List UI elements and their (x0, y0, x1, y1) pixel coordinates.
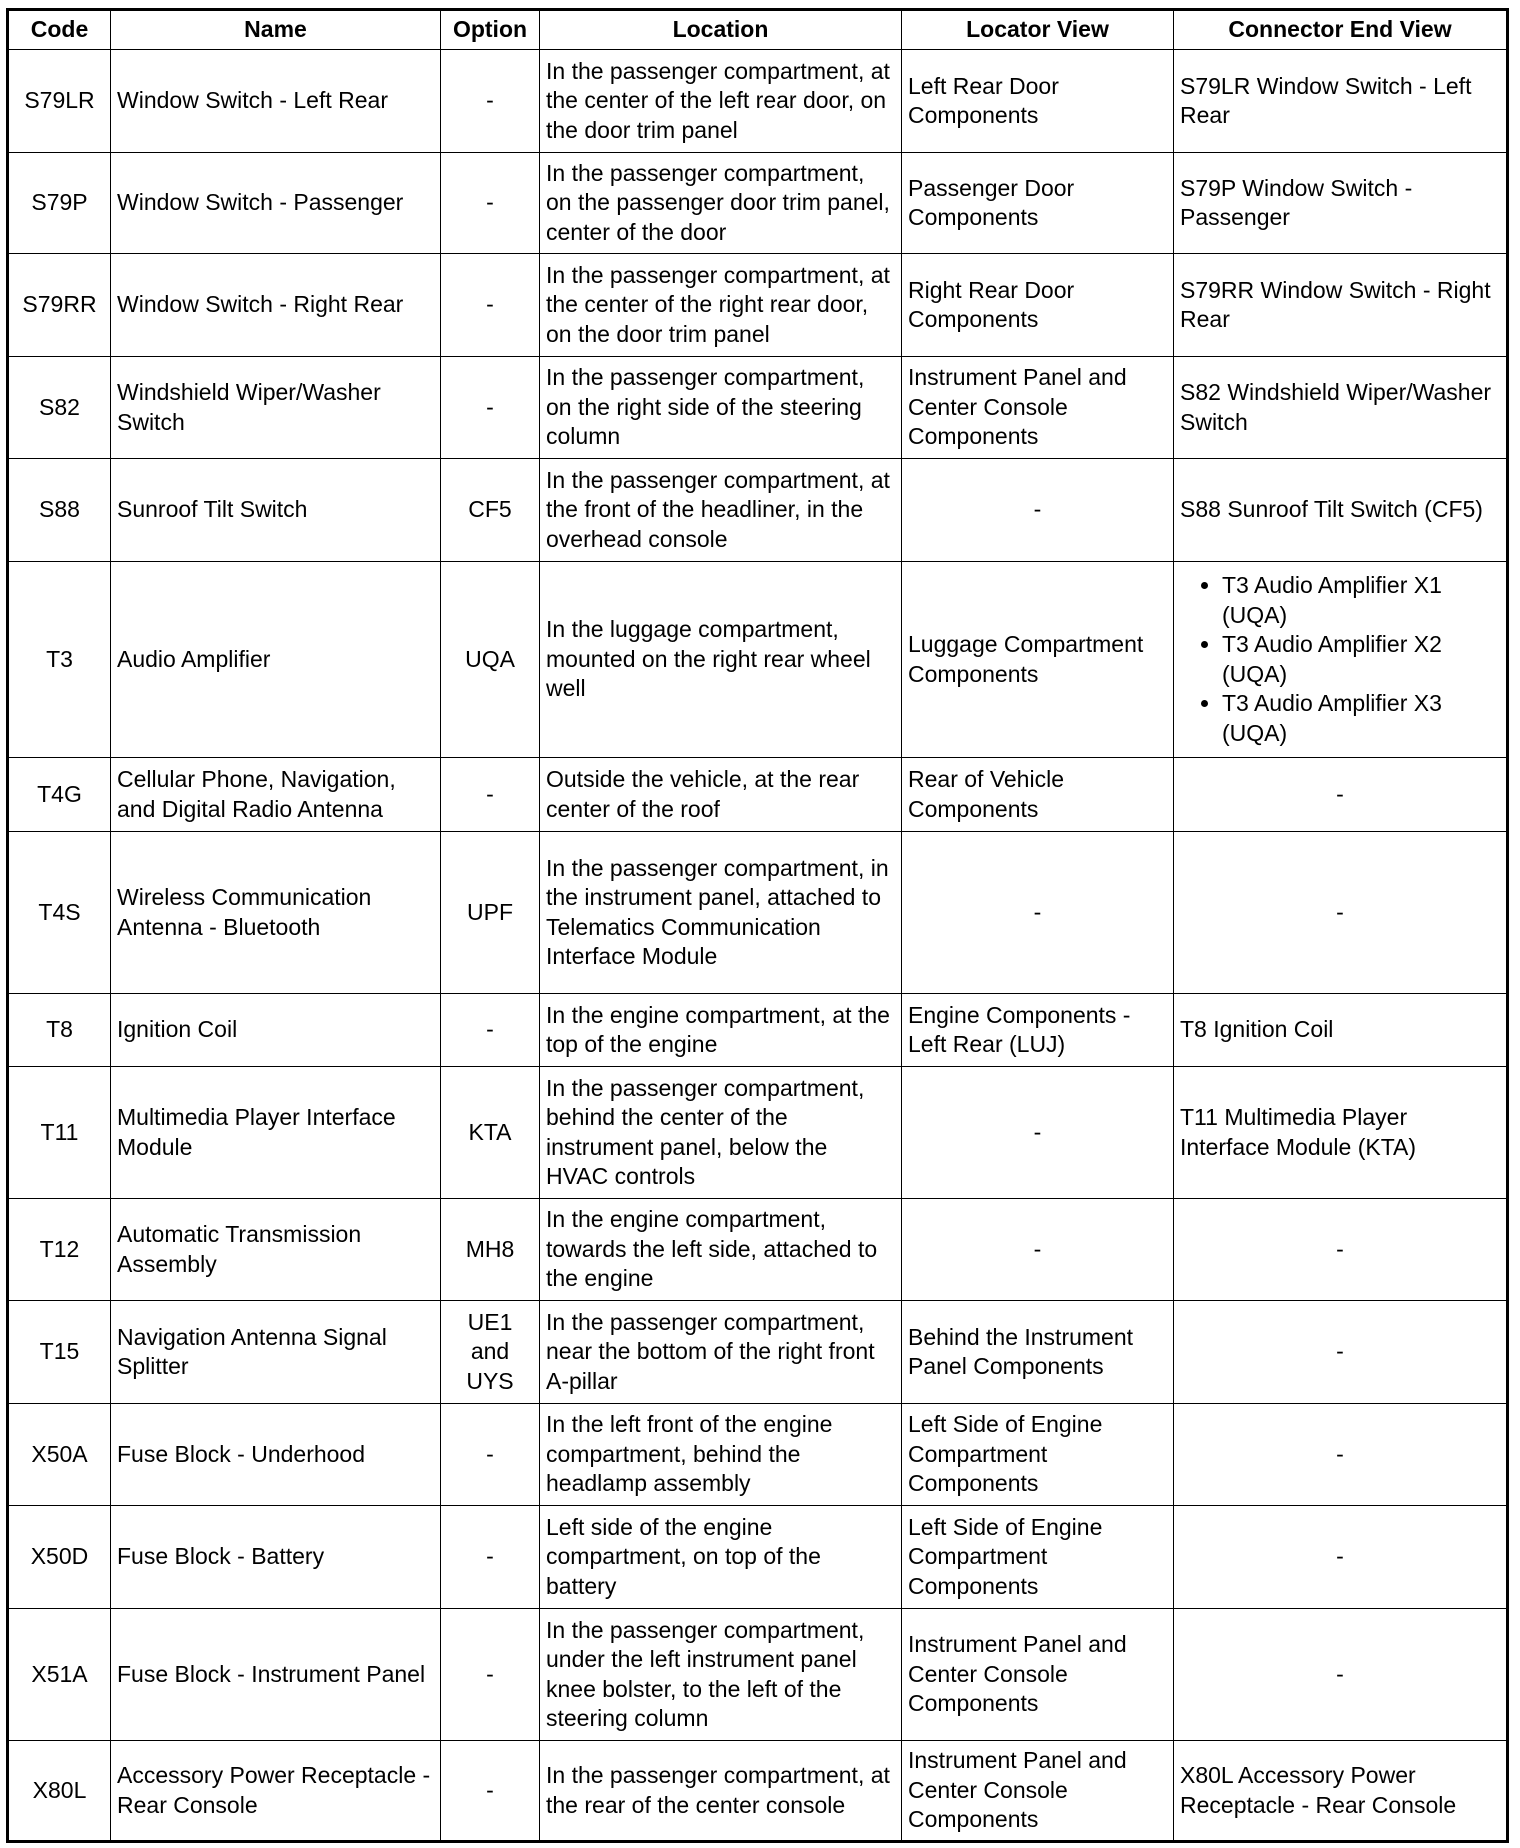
cell-code: X50D (8, 1506, 111, 1609)
table-row (8, 758, 1508, 832)
cell-location: In the passenger compartment, behind the center of the instrument panel, below the HVAC controls (540, 1067, 902, 1199)
cell-connector-end-view: S79RR Window Switch - Right Rear (1174, 254, 1508, 357)
table-row (8, 254, 1508, 357)
cell-location: In the passenger compartment, in the instrument panel, attached to Telematics Communication Interface Module (540, 832, 902, 994)
cell-name: Sunroof Tilt Switch (111, 459, 441, 562)
table-row (8, 1741, 1508, 1842)
cell-connector-end-view: S79P Window Switch - Passenger (1174, 153, 1508, 254)
header-code: Code (8, 10, 111, 50)
cell-code: X51A (8, 1609, 111, 1741)
cell-location: In the left front of the engine compartment, behind the headlamp assembly (540, 1404, 902, 1506)
cell-code: S79P (8, 153, 111, 254)
cell-code: X80L (8, 1741, 111, 1842)
cell-code: S88 (8, 459, 111, 562)
cell-locator-view: - (902, 459, 1174, 562)
header-location: Location (540, 10, 902, 50)
cell-code: T4S (8, 832, 111, 994)
cell-option: - (441, 153, 540, 254)
cell-option: - (441, 758, 540, 832)
cell-location: In the passenger compartment, at the center of the right rear door, on the door trim panel (540, 254, 902, 357)
cell-connector-end-view: - (1174, 1301, 1508, 1404)
cell-locator-view: - (902, 832, 1174, 994)
table-row (8, 994, 1508, 1067)
cell-name: Fuse Block - Instrument Panel (111, 1609, 441, 1741)
cell-name: Windshield Wiper/Washer Switch (111, 357, 441, 459)
cell-option: - (441, 1506, 540, 1609)
cell-locator-view: - (902, 1199, 1174, 1301)
cell-locator-view: Left Rear Door Components (902, 50, 1174, 153)
cell-name: Cellular Phone, Navigation, and Digital Radio Antenna (111, 758, 441, 832)
cell-connector-end-view: T11 Multimedia Player Interface Module (KTA) (1174, 1067, 1508, 1199)
table-row (8, 1067, 1508, 1199)
cell-connector-end-view: - (1174, 1199, 1508, 1301)
cell-location: Left side of the engine compartment, on top of the battery (540, 1506, 902, 1609)
cell-locator-view: Instrument Panel and Center Console Components (902, 1741, 1174, 1842)
cell-name: Audio Amplifier (111, 562, 441, 758)
cell-locator-view: Luggage Compartment Components (902, 562, 1174, 758)
cell-option: CF5 (441, 459, 540, 562)
table-row (8, 357, 1508, 459)
cell-connector-end-view: - (1174, 1609, 1508, 1741)
cell-name: Fuse Block - Battery (111, 1506, 441, 1609)
cell-locator-view: - (902, 1067, 1174, 1199)
table-row (8, 1609, 1508, 1741)
cell-option: UE1 and UYS (441, 1301, 540, 1404)
cell-name: Window Switch - Right Rear (111, 254, 441, 357)
cell-option: - (441, 1404, 540, 1506)
cell-option: - (441, 994, 540, 1067)
cell-locator-view: Instrument Panel and Center Console Components (902, 1609, 1174, 1741)
table-row (8, 1199, 1508, 1301)
cell-location: In the engine compartment, towards the left side, attached to the engine (540, 1199, 902, 1301)
cell-code: S79RR (8, 254, 111, 357)
cell-code: S82 (8, 357, 111, 459)
cell-connector-end-view: T8 Ignition Coil (1174, 994, 1508, 1067)
cell-option: UQA (441, 562, 540, 758)
table-row (8, 1404, 1508, 1506)
cell-connector-end-view: - (1174, 758, 1508, 832)
cell-locator-view: Instrument Panel and Center Console Components (902, 357, 1174, 459)
cell-code: X50A (8, 1404, 111, 1506)
cell-option: - (441, 254, 540, 357)
cell-location: In the passenger compartment, under the left instrument panel knee bolster, to the left of the steering column (540, 1609, 902, 1741)
cell-connector-end-view: S88 Sunroof Tilt Switch (CF5) (1174, 459, 1508, 562)
cell-name: Automatic Transmission Assembly (111, 1199, 441, 1301)
cell-locator-view: Left Side of Engine Compartment Components (902, 1404, 1174, 1506)
cell-locator-view: Rear of Vehicle Components (902, 758, 1174, 832)
table-row (8, 1301, 1508, 1404)
cell-locator-view: Left Side of Engine Compartment Components (902, 1506, 1174, 1609)
cell-name: Navigation Antenna Signal Splitter (111, 1301, 441, 1404)
header-option: Option (441, 10, 540, 50)
cell-option: - (441, 50, 540, 153)
cell-locator-view: Engine Components - Left Rear (LUJ) (902, 994, 1174, 1067)
cell-location: In the luggage compartment, mounted on the right rear wheel well (540, 562, 902, 758)
cell-option: - (441, 1609, 540, 1741)
cell-locator-view: Behind the Instrument Panel Components (902, 1301, 1174, 1404)
cell-location: In the passenger compartment, near the bottom of the right front A-pillar (540, 1301, 902, 1404)
cell-location: In the passenger compartment, on the right side of the steering column (540, 357, 902, 459)
cell-connector-end-view: X80L Accessory Power Receptacle - Rear Console (1174, 1741, 1508, 1842)
cell-connector-end-view: - (1174, 1506, 1508, 1609)
cell-option: - (441, 1741, 540, 1842)
table-row (8, 153, 1508, 254)
cell-name: Ignition Coil (111, 994, 441, 1067)
cell-location: In the passenger compartment, on the passenger door trim panel, center of the door (540, 153, 902, 254)
cell-connector-end-view: - (1174, 1404, 1508, 1506)
table-row (8, 1506, 1508, 1609)
cell-option: UPF (441, 832, 540, 994)
cell-connector-end-view: S79LR Window Switch - Left Rear (1174, 50, 1508, 153)
header-locator-view: Locator View (902, 10, 1174, 50)
cell-code: T8 (8, 994, 111, 1067)
cell-locator-view: Right Rear Door Components (902, 254, 1174, 357)
cell-connector-end-view (1174, 562, 1508, 758)
component-locator-table (6, 8, 1509, 1843)
table-row (8, 459, 1508, 562)
cell-name: Window Switch - Left Rear (111, 50, 441, 153)
cell-name: Accessory Power Receptacle - Rear Console (111, 1741, 441, 1842)
connector-list-item: • T3 Audio Amplifier X1 (UQA) (1222, 571, 1500, 630)
header-name: Name (111, 10, 441, 50)
cell-code: S79LR (8, 50, 111, 153)
cell-option: - (441, 357, 540, 459)
cell-name: Window Switch - Passenger (111, 153, 441, 254)
cell-location: In the passenger compartment, at the front of the headliner, in the overhead console (540, 459, 902, 562)
header-row (8, 10, 1508, 50)
cell-name: Fuse Block - Underhood (111, 1404, 441, 1506)
cell-option: KTA (441, 1067, 540, 1199)
connector-list-item: • T3 Audio Amplifier X2 (UQA) (1222, 630, 1500, 689)
cell-code: T4G (8, 758, 111, 832)
header-connector-end-view: Connector End View (1174, 10, 1508, 50)
cell-code: T15 (8, 1301, 111, 1404)
table-row (8, 832, 1508, 994)
cell-connector-end-view: - (1174, 832, 1508, 994)
table-row (8, 50, 1508, 153)
cell-name: Multimedia Player Interface Module (111, 1067, 441, 1199)
connector-list-item: • T3 Audio Amplifier X3 (UQA) (1222, 689, 1500, 748)
cell-code: T3 (8, 562, 111, 758)
cell-location: In the passenger compartment, at the rear of the center console (540, 1741, 902, 1842)
cell-location: Outside the vehicle, at the rear center of the roof (540, 758, 902, 832)
cell-name: Wireless Communication Antenna - Bluetooth (111, 832, 441, 994)
cell-location: In the engine compartment, at the top of the engine (540, 994, 902, 1067)
cell-location: In the passenger compartment, at the center of the left rear door, on the door trim panel (540, 50, 902, 153)
cell-locator-view: Passenger Door Components (902, 153, 1174, 254)
cell-option: MH8 (441, 1199, 540, 1301)
table-row (8, 562, 1508, 758)
cell-code: T12 (8, 1199, 111, 1301)
cell-code: T11 (8, 1067, 111, 1199)
cell-connector-end-view: S82 Windshield Wiper/Washer Switch (1174, 357, 1508, 459)
